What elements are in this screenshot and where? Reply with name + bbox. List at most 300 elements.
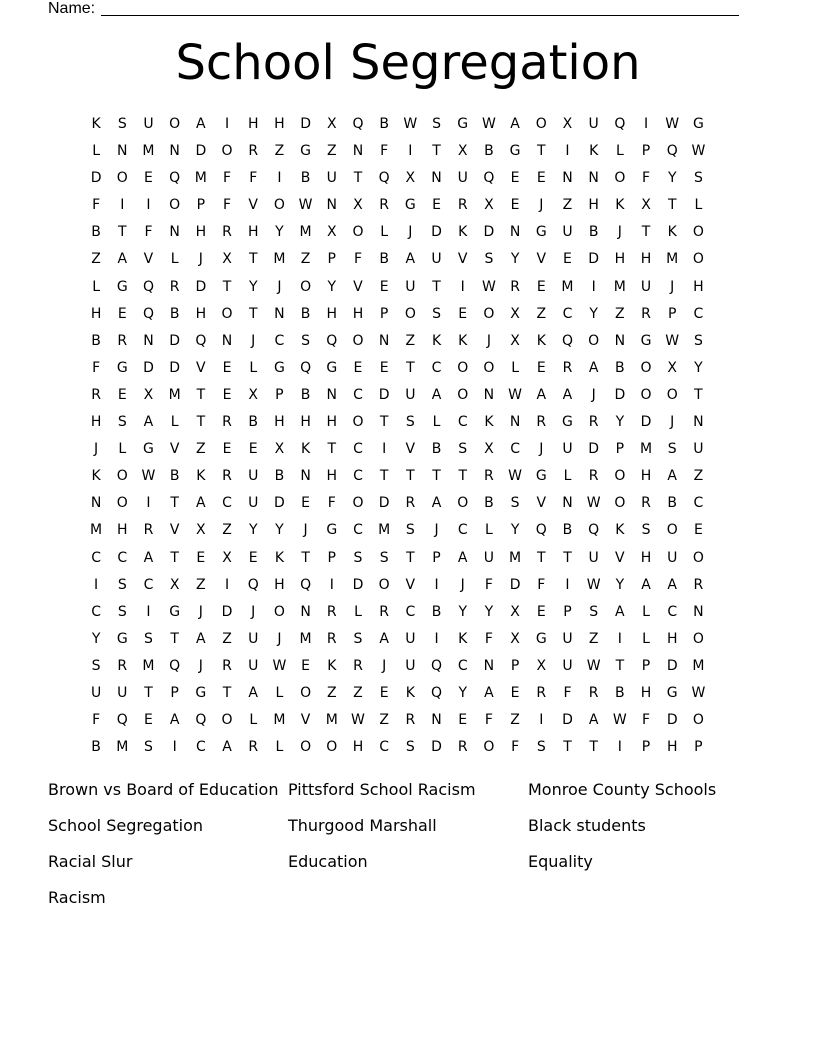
grid-letter: M: [142, 657, 155, 674]
grid-letter: H: [352, 305, 364, 322]
grid-letter: T: [196, 386, 206, 403]
grid-letter: O: [614, 468, 626, 485]
grid-letter: B: [91, 332, 101, 349]
grid-letter: L: [118, 441, 127, 458]
grid-letter: Z: [196, 441, 206, 458]
grid-letter: R: [588, 468, 599, 485]
grid-letter: Z: [510, 712, 520, 729]
grid-letter: A: [222, 739, 232, 756]
grid-letter: O: [300, 684, 312, 701]
grid-letter: P: [196, 197, 206, 214]
grid-letter: X: [510, 332, 520, 349]
grid-letter: D: [431, 739, 442, 756]
grid-letter: C: [353, 386, 363, 403]
grid-letter: K: [615, 522, 625, 539]
grid-letter: E: [117, 305, 127, 322]
grid-row: [83, 572, 712, 599]
grid-letter: S: [117, 576, 127, 593]
grid-letter: Q: [300, 359, 312, 376]
grid-row: [83, 409, 712, 436]
grid-letter: J: [617, 224, 622, 241]
grid-letter: M: [561, 278, 574, 295]
grid-letter: V: [615, 549, 625, 566]
grid-letter: M: [194, 170, 207, 187]
grid-letter: X: [510, 603, 520, 620]
grid-letter: K: [327, 657, 337, 674]
grid-letter: P: [694, 739, 703, 756]
grid-letter: J: [277, 630, 282, 647]
grid-letter: C: [431, 359, 442, 376]
grid-letter: L: [432, 414, 441, 431]
grid-letter: O: [326, 739, 338, 756]
grid-letter: U: [640, 278, 652, 295]
grid-letter: C: [562, 305, 573, 322]
grid-letter: U: [405, 386, 416, 403]
grid-letter: A: [588, 359, 599, 376]
grid-letter: X: [222, 549, 232, 566]
grid-letter: X: [274, 441, 285, 458]
grid-letter: D: [169, 332, 181, 349]
grid-letter: X: [562, 116, 573, 132]
grid-letter: I: [382, 441, 387, 458]
grid-letter: E: [222, 359, 232, 376]
grid-letter: G: [404, 197, 416, 214]
grid-letter: O: [300, 739, 312, 756]
grid-letter: C: [353, 468, 363, 485]
grid-letter: E: [379, 278, 389, 295]
grid-letter: A: [641, 576, 651, 593]
grid-letter: T: [406, 549, 415, 566]
grid-letter: N: [378, 332, 390, 349]
grid-letter: D: [666, 712, 678, 729]
grid-letter: T: [327, 441, 337, 458]
grid-letter: B: [248, 414, 259, 431]
grid-letter: S: [144, 630, 153, 647]
grid-letter: E: [510, 170, 520, 187]
grid-letter: K: [667, 224, 677, 241]
grid-letter: X: [641, 197, 651, 214]
grid-letter: A: [169, 712, 180, 729]
grid-letter: N: [300, 468, 311, 485]
grid-letter: R: [222, 657, 232, 674]
grid-letter: N: [326, 386, 338, 403]
grid-letter: T: [432, 468, 441, 485]
grid-letter: Y: [667, 170, 677, 187]
grid-letter: B: [667, 495, 678, 512]
grid-letter: V: [196, 359, 206, 376]
grid-letter: Z: [588, 630, 599, 647]
grid-letter: N: [169, 224, 180, 241]
grid-letter: I: [434, 576, 439, 593]
grid-letter: N: [169, 143, 180, 160]
grid-letter: V: [353, 278, 363, 295]
grid-letter: P: [510, 657, 520, 674]
grid-letter: T: [170, 630, 179, 647]
grid-letter: L: [563, 468, 572, 485]
grid-letter: Q: [431, 657, 443, 674]
grid-letter: J: [539, 441, 544, 458]
grid-letter: R: [536, 684, 547, 701]
grid-letter: R: [405, 712, 416, 729]
grid-letter: B: [169, 305, 180, 322]
grid-letter: Y: [615, 414, 625, 431]
grid-letter: O: [352, 224, 364, 241]
grid-letter: D: [483, 224, 495, 241]
grid-letter: F: [642, 170, 651, 187]
grid-letter: M: [116, 739, 129, 756]
grid-letter: Q: [116, 712, 128, 729]
grid-letter: T: [170, 495, 179, 512]
grid-letter: T: [667, 197, 677, 214]
grid-row: [83, 165, 712, 192]
grid-row: [83, 626, 712, 653]
grid-letter: G: [509, 143, 521, 160]
grid-row: [83, 328, 712, 355]
grid-letter: L: [275, 684, 284, 701]
grid-letter: T: [694, 386, 703, 403]
grid-letter: P: [327, 549, 336, 566]
grid-letter: A: [588, 712, 599, 729]
grid-letter: H: [588, 197, 599, 214]
grid-letter: E: [379, 684, 389, 701]
grid-letter: I: [224, 116, 230, 132]
grid-letter: N: [274, 305, 285, 322]
grid-letter: K: [431, 332, 442, 349]
grid-row: [83, 111, 712, 138]
grid-letter: C: [195, 739, 206, 756]
grid-letter: R: [169, 278, 180, 295]
grid-letter: Z: [222, 522, 232, 539]
grid-letter: H: [693, 278, 704, 295]
grid-letter: H: [117, 522, 128, 539]
grid-letter: Y: [615, 576, 625, 593]
grid-letter: L: [485, 522, 493, 539]
grid-letter: V: [457, 251, 468, 268]
grid-letter: B: [274, 468, 285, 485]
grid-letter: I: [172, 739, 177, 756]
grid-letter: O: [221, 305, 233, 322]
grid-letter: Z: [196, 576, 206, 593]
grid-letter: L: [249, 712, 258, 729]
grid-letter: E: [510, 197, 520, 214]
grid-letter: R: [379, 603, 390, 620]
word-bank: [48, 776, 768, 920]
grid-letter: A: [405, 251, 416, 268]
grid-letter: W: [691, 143, 706, 160]
grid-letter: E: [248, 441, 258, 458]
grid-letter: W: [351, 712, 365, 729]
grid-letter: Y: [458, 684, 467, 701]
grid-letter: R: [248, 143, 259, 160]
grid-letter: O: [116, 468, 128, 485]
grid-letter: C: [91, 603, 101, 620]
grid-letter: K: [274, 549, 284, 566]
grid-letter: Y: [275, 522, 284, 539]
grid-letter: O: [483, 305, 495, 322]
grid-letter: O: [457, 386, 469, 403]
grid-letter: N: [326, 197, 338, 214]
grid-letter: S: [405, 522, 415, 539]
word-bank-item: Black students: [528, 816, 646, 835]
grid-letter: F: [642, 712, 651, 729]
grid-letter: O: [378, 576, 390, 593]
grid-letter: B: [300, 305, 311, 322]
grid-letter: X: [169, 576, 180, 593]
grid-letter: N: [90, 495, 102, 512]
grid-letter: S: [693, 332, 703, 349]
grid-letter: P: [379, 305, 389, 322]
grid-letter: Q: [378, 170, 390, 187]
grid-letter: H: [666, 739, 678, 756]
name-blank-line: [101, 0, 739, 16]
grid-letter: Z: [326, 143, 337, 160]
grid-letter: K: [536, 332, 546, 349]
grid-letter: S: [589, 603, 599, 620]
grid-letter: H: [326, 468, 338, 485]
grid-row: [83, 490, 712, 517]
grid-letter: F: [484, 630, 493, 647]
grid-letter: E: [144, 170, 153, 187]
grid-letter: I: [643, 116, 649, 132]
grid-letter: X: [405, 170, 416, 187]
grid-letter: C: [117, 549, 128, 566]
grid-letter: T: [301, 549, 310, 566]
grid-letter: L: [170, 414, 179, 431]
grid-letter: U: [562, 657, 573, 674]
grid-letter: N: [143, 332, 154, 349]
grid-letter: F: [223, 170, 232, 187]
grid-letter: C: [667, 603, 678, 620]
grid-letter: J: [670, 278, 675, 295]
grid-letter: J: [251, 332, 256, 349]
grid-letter: I: [146, 197, 151, 214]
grid-letter: X: [667, 359, 678, 376]
grid-letter: D: [274, 495, 285, 512]
grid-letter: D: [666, 657, 678, 674]
grid-row: [83, 382, 712, 409]
grid-letter: U: [588, 549, 599, 566]
grid-letter: H: [640, 468, 652, 485]
grid-row: [83, 192, 712, 219]
grid-letter: M: [639, 441, 653, 458]
grid-letter: F: [144, 224, 153, 241]
grid-letter: W: [586, 657, 601, 674]
name-field-row: [48, 0, 748, 20]
grid-letter: W: [403, 116, 418, 132]
grid-letter: S: [432, 116, 441, 132]
grid-letter: A: [457, 549, 468, 566]
grid-letter: M: [273, 251, 286, 268]
grid-letter: Y: [694, 359, 703, 376]
grid-row: [83, 653, 712, 680]
grid-letter: I: [120, 197, 125, 214]
grid-letter: A: [667, 468, 677, 485]
grid-letter: Q: [169, 657, 181, 674]
grid-letter: T: [379, 468, 389, 485]
grid-letter: V: [536, 495, 547, 512]
grid-letter: M: [613, 278, 626, 295]
grid-letter: T: [432, 143, 441, 160]
grid-letter: H: [274, 116, 285, 132]
grid-letter: N: [483, 386, 495, 403]
grid-letter: O: [483, 739, 495, 756]
grid-letter: F: [484, 712, 493, 729]
grid-letter: J: [251, 603, 256, 620]
grid-letter: I: [617, 630, 622, 647]
grid-letter: J: [486, 332, 491, 349]
grid-letter: X: [457, 143, 468, 160]
grid-letter: H: [300, 414, 311, 431]
grid-letter: M: [299, 630, 312, 647]
grid-letter: E: [536, 170, 546, 187]
grid-letter: R: [536, 414, 547, 431]
grid-letter: T: [379, 414, 389, 431]
grid-letter: C: [510, 441, 520, 458]
grid-letter: O: [116, 170, 128, 187]
grid-letter: R: [222, 414, 232, 431]
grid-letter: K: [301, 441, 311, 458]
grid-letter: P: [563, 603, 572, 620]
grid-letter: B: [379, 251, 389, 268]
grid-letter: H: [326, 414, 338, 431]
grid-letter: Y: [458, 603, 467, 620]
grid-letter: F: [563, 684, 572, 701]
grid-letter: G: [326, 359, 338, 376]
grid-letter: G: [300, 143, 312, 160]
grid-letter: D: [431, 224, 442, 241]
grid-letter: Z: [615, 305, 625, 322]
grid-row: [83, 680, 712, 707]
grid-letter: N: [483, 657, 495, 674]
grid-letter: W: [665, 116, 680, 132]
grid-letter: D: [352, 576, 364, 593]
grid-letter: O: [483, 359, 495, 376]
grid-letter: R: [117, 332, 128, 349]
grid-letter: M: [90, 522, 103, 539]
grid-letter: Y: [248, 278, 258, 295]
grid-letter: D: [588, 251, 600, 268]
grid-letter: E: [196, 549, 206, 566]
grid-letter: W: [508, 386, 523, 403]
grid-letter: Q: [535, 522, 547, 539]
grid-letter: Q: [666, 143, 678, 160]
grid-letter: T: [248, 251, 258, 268]
grid-letter: R: [326, 603, 337, 620]
grid-letter: E: [536, 278, 546, 295]
grid-letter: B: [300, 386, 311, 403]
grid-letter: Z: [274, 143, 285, 160]
grid-letter: S: [144, 739, 153, 756]
grid-letter: G: [535, 224, 547, 241]
grid-letter: X: [196, 522, 206, 539]
grid-letter: S: [353, 630, 363, 647]
grid-row: [83, 599, 712, 626]
grid-letter: J: [382, 657, 387, 674]
grid-letter: E: [248, 549, 258, 566]
grid-letter: O: [352, 495, 364, 512]
grid-letter: E: [536, 359, 546, 376]
grid-letter: F: [92, 359, 101, 376]
grid-letter: C: [353, 522, 363, 539]
grid-letter: R: [91, 386, 101, 403]
grid-letter: S: [667, 441, 677, 458]
grid-letter: W: [508, 468, 523, 485]
grid-letter: J: [539, 197, 544, 214]
grid-letter: H: [326, 305, 338, 322]
grid-letter: W: [691, 684, 706, 701]
grid-letter: E: [301, 495, 311, 512]
grid-letter: H: [614, 251, 626, 268]
grid-letter: L: [694, 197, 703, 214]
grid-letter: A: [248, 684, 258, 701]
grid-letter: O: [588, 332, 600, 349]
grid-letter: L: [511, 359, 519, 376]
grid-letter: P: [641, 143, 651, 160]
grid-letter: R: [510, 278, 520, 295]
grid-row: [83, 545, 712, 572]
grid-letter: O: [221, 712, 233, 729]
grid-letter: R: [641, 495, 651, 512]
grid-letter: U: [431, 251, 442, 268]
grid-letter: P: [275, 386, 284, 403]
grid-letter: A: [379, 630, 389, 647]
word-bank-item: Racial Slur: [48, 852, 133, 871]
grid-letter: I: [408, 143, 413, 160]
grid-letter: S: [641, 522, 651, 539]
grid-letter: A: [484, 684, 494, 701]
grid-letter: Y: [275, 224, 284, 241]
grid-letter: H: [90, 305, 102, 322]
grid-letter: L: [380, 224, 389, 241]
grid-row: [83, 138, 712, 165]
grid-letter: Q: [300, 576, 312, 593]
grid-letter: S: [117, 116, 127, 132]
grid-letter: S: [536, 739, 546, 756]
grid-letter: Y: [484, 603, 494, 620]
grid-letter: V: [405, 576, 416, 593]
grid-letter: M: [509, 549, 522, 566]
grid-letter: S: [117, 414, 127, 431]
grid-letter: B: [91, 224, 101, 241]
grid-letter: H: [195, 224, 207, 241]
grid-letter: K: [458, 224, 468, 241]
grid-letter: C: [693, 495, 704, 512]
grid-letter: R: [143, 522, 154, 539]
grid-row: [83, 517, 712, 544]
grid-letter: A: [615, 603, 625, 620]
grid-letter: A: [667, 576, 677, 593]
grid-letter: Y: [248, 522, 258, 539]
grid-letter: T: [118, 224, 127, 241]
grid-letter: H: [90, 414, 102, 431]
grid-letter: H: [247, 116, 259, 132]
grid-letter: I: [617, 739, 622, 756]
grid-letter: D: [90, 170, 102, 187]
grid-row: [83, 274, 712, 301]
grid-letter: T: [537, 143, 546, 160]
grid-letter: J: [460, 576, 465, 593]
grid-letter: G: [457, 116, 469, 132]
grid-letter: A: [196, 116, 206, 132]
grid-letter: R: [405, 495, 416, 512]
grid-letter: F: [511, 739, 520, 756]
grid-letter: I: [591, 278, 596, 295]
grid-letter: L: [615, 143, 624, 160]
grid-letter: A: [143, 549, 154, 566]
grid-letter: I: [146, 603, 151, 620]
grid-letter: O: [273, 603, 285, 620]
grid-letter: T: [615, 657, 625, 674]
